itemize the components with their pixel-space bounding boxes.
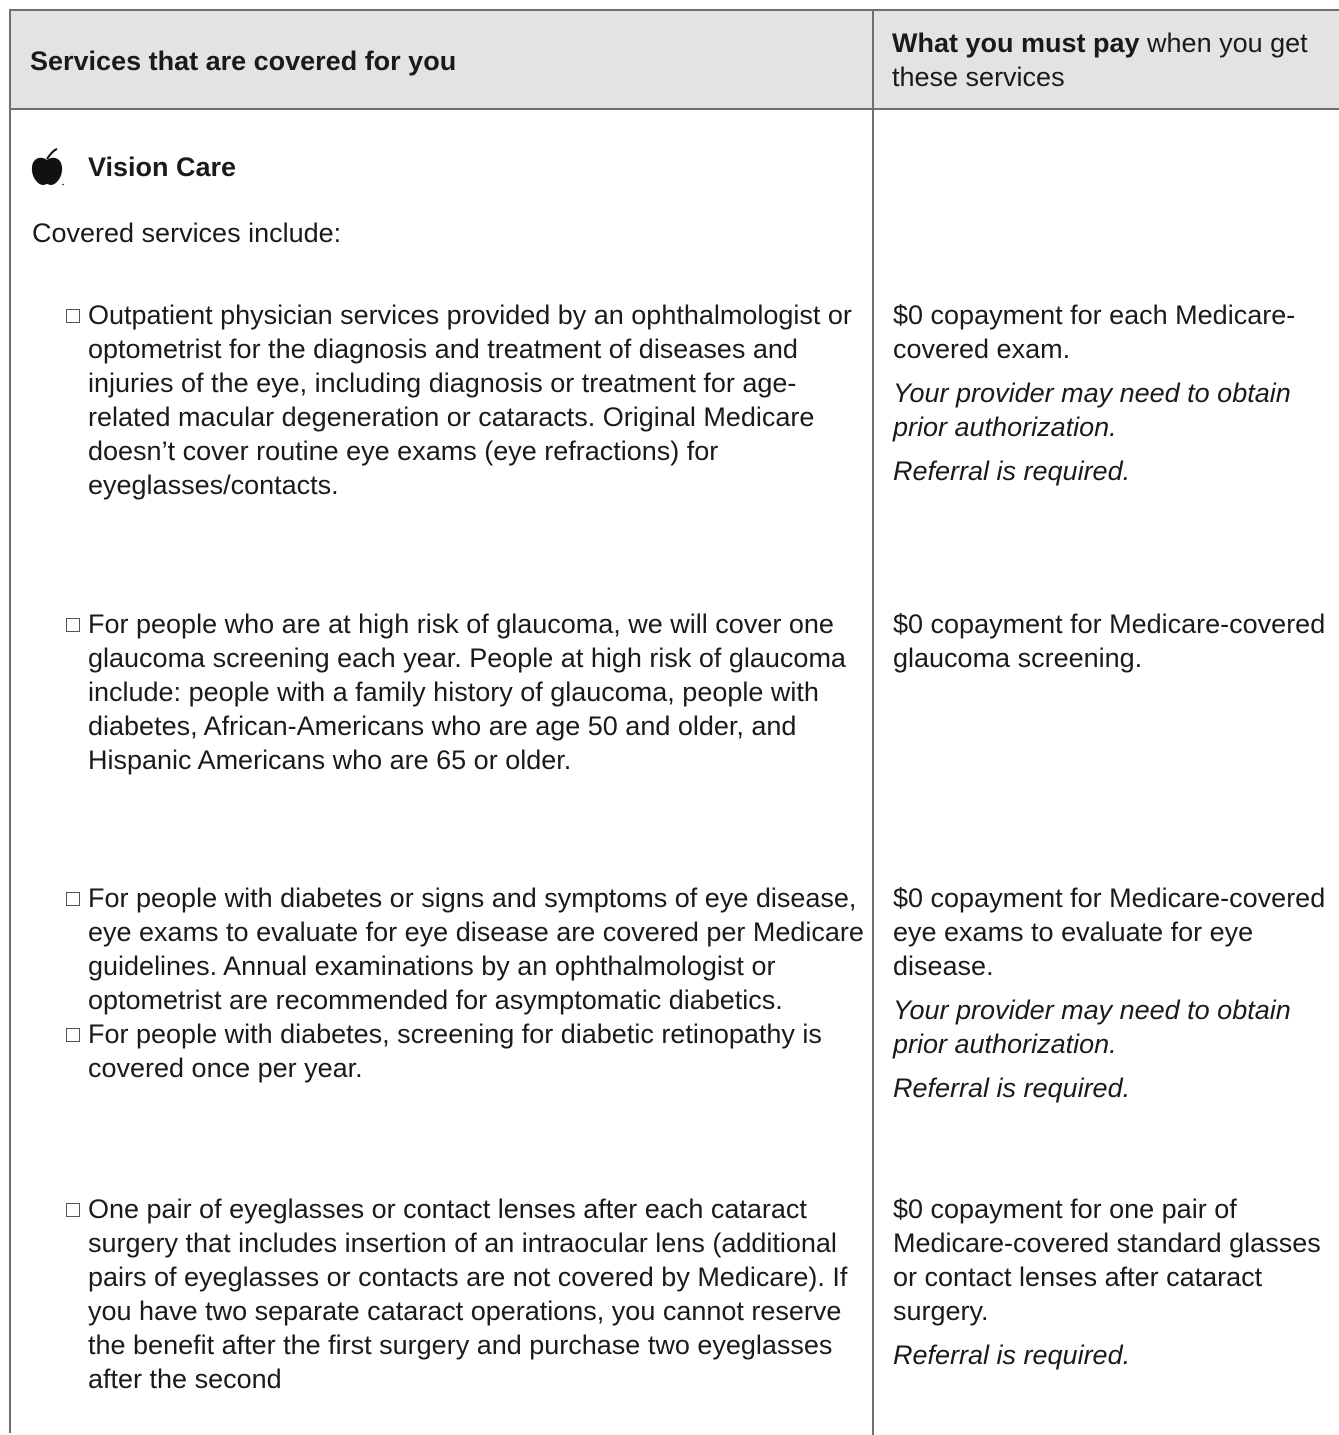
- pay-note: Referral is required.: [893, 1340, 1131, 1370]
- checkbox-bullet-icon: [66, 618, 80, 632]
- column-divider: [872, 11, 874, 1435]
- list-item-text: For people with diabetes or signs and symptoms of eye disease, eye exams to evaluate for eye disease are covered per Medicare guidelines. Annual examinations by an ophthalmologist or optometrist are recommended for asymptomatic diabetics.: [88, 883, 864, 1015]
- list-item: [66, 298, 866, 502]
- pay-cell: [893, 1192, 1333, 1372]
- checkbox-bullet-icon: [66, 1028, 80, 1042]
- header-what-you-pay-bold: What you must pay: [892, 28, 1140, 58]
- list-item: [66, 607, 866, 777]
- pay-note: Referral is required.: [893, 456, 1131, 486]
- list-item-text-wrap: [66, 1192, 866, 1396]
- list-item-text: Outpatient physician services provided by an ophthalmologist or optometrist for the diagnosis and treatment of diseases and injuries of the eye, including diagnosis or treatment for age-related macular degeneration or cataracts. Original Medicare doesn’t cover routine eye exams (eye refractions) for eyeglasses/contacts.: [88, 300, 852, 500]
- header-what-you-pay: [892, 26, 1332, 94]
- list-item-text-wrap: [66, 607, 866, 777]
- checkbox-bullet-icon: [66, 1203, 80, 1217]
- benefits-table: [9, 9, 1339, 1433]
- list-item-text: For people with diabetes, screening for diabetic retinopathy is covered once per year.: [88, 1019, 822, 1083]
- apple-icon: [30, 147, 64, 187]
- pay-note: Referral is required.: [893, 1073, 1131, 1103]
- section-intro: Covered services include:: [32, 218, 342, 248]
- header-covered-services: Services that are covered for you: [30, 46, 457, 76]
- list-item-text-wrap: [66, 298, 866, 502]
- pay-text: $0 copayment for one pair of Medicare-covered standard glasses or contact lenses after cataract surgery.: [893, 1194, 1321, 1326]
- list-item: [66, 881, 866, 1085]
- pay-note: Your provider may need to obtain prior authorization.: [893, 995, 1291, 1059]
- checkbox-bullet-icon: [66, 892, 80, 906]
- pay-text: $0 copayment for Medicare-covered eye exams to evaluate for eye disease.: [893, 883, 1326, 981]
- pay-text: $0 copayment for Medicare-covered glaucoma screening.: [893, 609, 1326, 673]
- checkbox-bullet-icon: [66, 309, 80, 323]
- pay-text: $0 copayment for each Medicare-covered exam.: [893, 300, 1296, 364]
- list-item-text-wrap: [66, 881, 866, 1017]
- list-item-text-wrap: [66, 1017, 866, 1085]
- pay-cell: [893, 298, 1333, 488]
- section-title: Vision Care: [88, 152, 237, 182]
- list-item: [66, 1192, 866, 1396]
- list-item-text: For people who are at high risk of glaucoma, we will cover one glaucoma screening each year. People at high risk of glaucoma include: people with a family history of glaucoma, people with diabetes, African-Americans who are age 50 and older, and Hispanic Americans who are 65 or older.: [88, 609, 846, 775]
- header-what-you-pay-rest: when you get these services: [892, 28, 1308, 92]
- pay-note: Your provider may need to obtain prior authorization.: [893, 378, 1291, 442]
- section-heading: [30, 147, 236, 187]
- pay-cell: [893, 607, 1333, 675]
- table-header: [11, 11, 1339, 110]
- list-item-text: One pair of eyeglasses or contact lenses after each cataract surgery that includes insertion of an intraocular lens (additional pairs of eyeglasses or contacts are not covered by Medicare). If you have two separate cataract operations, you cannot reserve the benefit after the first surgery and purchase two eyeglasses after the second: [88, 1194, 848, 1394]
- pay-cell: [893, 881, 1333, 1105]
